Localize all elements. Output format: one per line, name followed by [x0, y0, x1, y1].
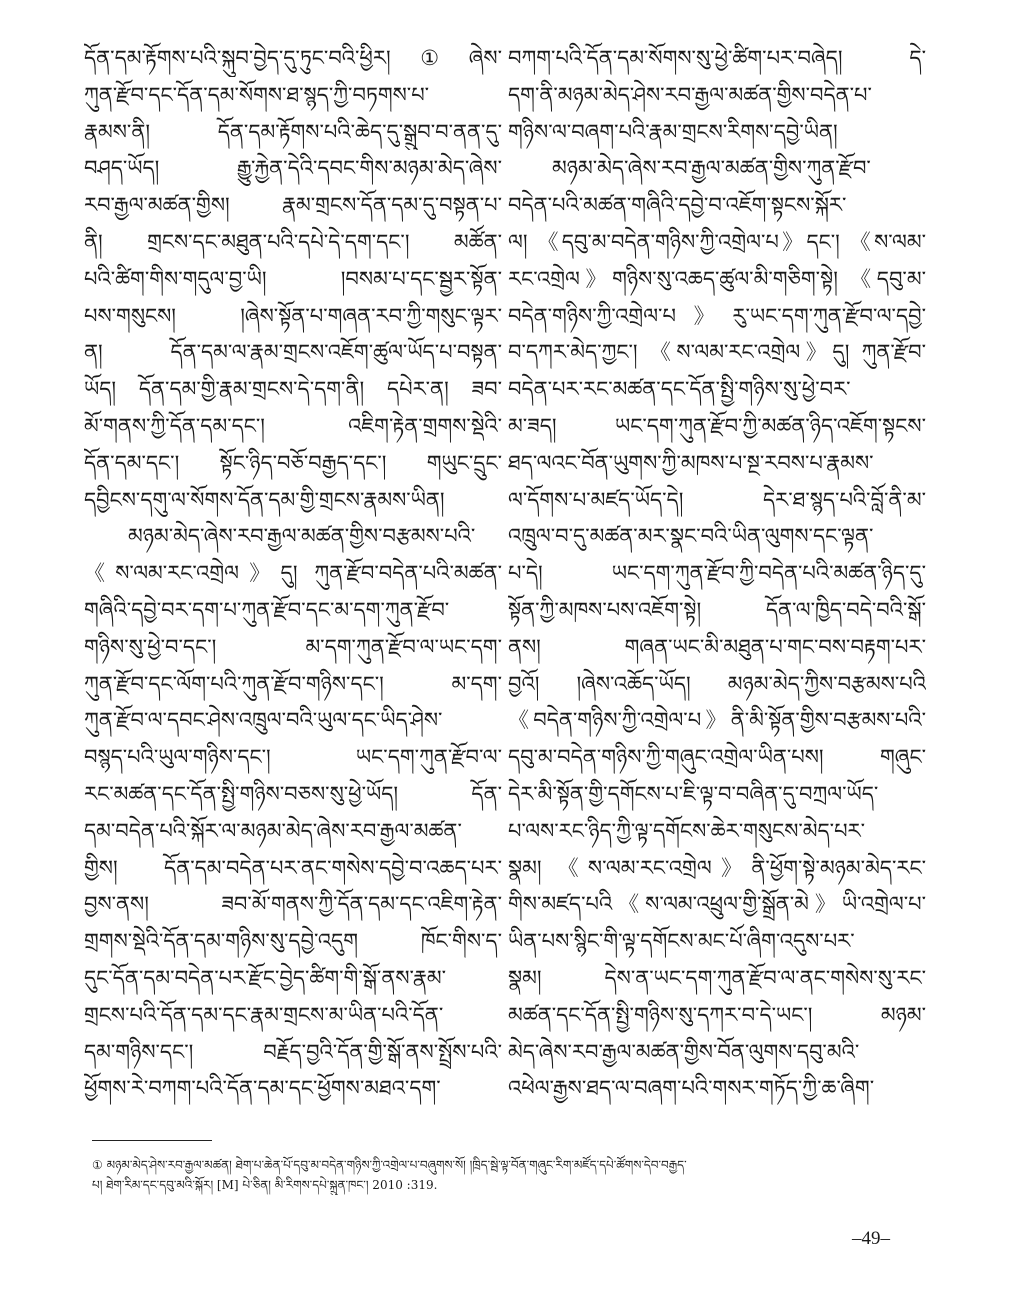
left-column [84, 40, 502, 1107]
footnote [92, 1155, 918, 1195]
text-line: དམ་གཉིས་དང་། བརྗོད་བྱའི་དོན་གྱི་སྒོ་ནས་སྤྲོས་པའི་ [84, 1039, 502, 1064]
text-line: བདེན་པའི་མཚན་གཞིའི་དབྱེ་བ་འཇོག་སྟངས་སྐོར་ [508, 193, 847, 218]
footnote-line: པ། ཐེག་རིམ་དང་དབུ་མའི་སྐོར། [M] པེ་ཅིན། མི་རིགས་དཔེ་སྐྲུན་ཁང་། 2010 :319. [92, 1178, 438, 1192]
text-line: གྲངས་པའི་དོན་དམ་དང་རྣམ་གྲངས་མ་ཡིན་པའི་དོན་ [84, 1002, 444, 1027]
text-line: དབྱིངས་དགུ་ལ་སོགས་དོན་དམ་གྱི་གྲངས་རྣམས་ཡིན། [84, 487, 445, 512]
text-line: གཉིས་ལ་བཞག་པའི་རྣམ་གྲངས་རིགས་དབྱེ་ཡིན། [508, 119, 838, 144]
text-line: དག་ནི་མཉམ་མེད་ཤེས་རབ་རྒྱལ་མཚན་གྱིས་བདེན་པ་ [508, 82, 872, 107]
text-line: རབ་རྒྱལ་མཚན་གྱིས། རྣམ་གྲངས་དོན་དམ་དུ་བསྟན་པ་ [84, 193, 502, 218]
text-line: ཡོད། དོན་དམ་གྱི་རྣམ་གྲངས་དེ་དག་ནི། དཔེར་ན། ཟབ་ [84, 377, 502, 402]
text-line: ལ་དོགས་པ་མཛད་ཡོད་དེ། དེར་ཐ་སྙད་པའི་བློ་ནི་མ་ [508, 487, 926, 512]
text-line: མཚན་དང་དོན་སྤྱི་གཉིས་སུ་དཀར་བ་དེ་ཡང་། མཉམ་ [508, 1002, 926, 1027]
text-line: གྲགས་སྡེའི་དོན་དམ་གཉིས་སུ་དབྱེ་འདུག ཁོང་གིས་ད་ [84, 929, 502, 954]
text-line: བཤད་ཡོད། རྒྱུ་རྐྱེན་དེའི་དབང་གིས་མཉམ་མེད་ཞེས་ [84, 156, 502, 181]
text-line: སྟོན་ཀྱི་མཁས་པས་འཇོག་སྟེ། དོན་ལ་ཁྱིད་བདེ་བའི་སྒོ་ [508, 597, 926, 622]
text-line: བྱའོ། །ཞེས་འཆོད་ཡོད། མཉམ་མེད་ཀྱིས་བརྩམས་པའི [508, 671, 926, 696]
footnote-divider [92, 1140, 212, 1141]
text-line: པས་གསུངས། །ཞེས་སྟོན་པ་གཞན་རབ་ཀྱི་གསུང་ལྟར་ [84, 303, 502, 328]
text-line: གྱིས། དོན་དམ་བདེན་པར་ནང་གསེས་དབྱེ་བ་འཆད་པར་ [84, 855, 502, 880]
text-line: བསྙད་པའི་ཡུལ་གཉིས་དང་། ཡང་དག་ཀུན་རྫོབ་ལ་ [84, 745, 502, 770]
text-line: བཀག་པའི་དོན་དམ་སོགས་སུ་ཕྱེ་ཚིག་པར་བཞེད། དེ་ [508, 46, 926, 70]
text-line: མཉམ་མེད་ཞེས་རབ་རྒྱལ་མཚན་གྱིས་བརྩམས་པའི་ [128, 524, 476, 549]
text-line: མེད་ཞེས་རབ་རྒྱལ་མཚན་གྱིས་བོན་ལུགས་དབུ་མའི་ [508, 1039, 860, 1064]
text-line: བདེན་གཉིས་ཀྱི་འགྲེལ་པ》རུ་ཡང་དག་ཀུན་རྫོབ་ལ་དབྱེ་ [508, 303, 926, 328]
text-line: ཡིན་པས་སྙིང་གི་ལྟ་དགོངས་མང་པོ་ཞིག་འདུས་པར་ [508, 929, 855, 954]
text-line: དོན་དམ་རྟོགས་པའི་སྐུབ་བྱེད་དུ་ཏུང་བའི་ཕྱིར།①ཞེས་ [84, 46, 502, 70]
text-line: གཉིས་སུ་ཕྱེ་བ་དང་། མ་དག་ཀུན་རྫོབ་ལ་ཡང་དག་ [84, 634, 502, 659]
text-line: མོ་གནས་ཀྱི་དོན་དམ་དང་། འཇིག་རྟེན་གྲགས་སྡེའི་ [84, 413, 502, 438]
text-line: འཁྲུལ་བ་དུ་མཚན་མར་སྣང་བའི་ཡིན་ལུགས་དང་ལྟན་ [508, 524, 874, 549]
text-line: དོན་དམ་དང་། སྟོང་ཉིད་བཅོ་བརྒྱད་དང་། གཡུང་དྲུང་ [84, 450, 502, 475]
text-line: ལ། 《དབུ་མ་བདེན་གཉིས་ཀྱི་འགྲེལ་པ》དང་། 《ས་ལམ་ [508, 229, 926, 254]
text-line: 《བདེན་གཉིས་ཀྱི་འགྲེལ་པ》ནི་མི་སྟོན་གྱིས་བརྩམས་པའི་ [508, 708, 926, 733]
text-line: བྱས་ནས། ཟབ་མོ་གནས་ཀྱི་དོན་དམ་དང་འཇིག་རྟེན་ [84, 892, 502, 917]
footnote-line: ① མཉམ་མེད་ཤེས་རབ་རྒྱལ་མཚན། ཐེག་པ་ཆེན་པོ་དབུ་མ་བདེན་གཉིས་ཀྱི་འགྲེལ་པ་བཞུགས་སོ། །ཁྲིད་སྦེ་ལྟ་བོན་གཞུང་རིག་མཛོད་དཔེ་ཚོགས་དེབ་བརྒྱད་ [92, 1158, 687, 1172]
text-line: མ་ཟད། ཡང་དག་ཀུན་རྫོབ་ཀྱི་མཚན་ཉིད་འཇོག་སྟངས་ [508, 413, 926, 438]
text-line: བདེན་པར་རང་མཚན་དང་དོན་སྤྱི་གཉིས་སུ་ཕྱེ་བར་ [508, 377, 851, 402]
text-line: སྣམ། དེས་ན་ཡང་དག་ཀུན་རྫོབ་ལ་ནང་གསེས་སུ་རང་ [508, 965, 926, 990]
text-line: པའི་ཚིག་གིས་གདུལ་བྱ་ཡི། །བསམ་པ་དང་སྦྱར་སྟོན་ [84, 266, 502, 291]
text-line: བ་དཀར་མེད་ཀྱང་། 《ས་ལམ་རང་འགྲེལ》དུ། ཀུན་རྫོབ་ [508, 340, 926, 365]
text-line: པ་ལས་རང་ཉིད་ཀྱི་ལྟ་དགོངས་ཆེར་གསུངས་མེད་པར་ [508, 818, 866, 843]
text-line: ཀུན་རྫོབ་དང་ལོག་པའི་ཀུན་རྫོབ་གཉིས་དང་། མ་དག་ [84, 671, 502, 696]
text-line: དབུ་མ་བདེན་གཉིས་ཀྱི་གཞུང་འགྲེལ་ཡིན་པས། གཞུང་ [508, 745, 926, 770]
text-line: དེར་མི་སྟོན་གྱི་དགོངས་པ་ཇི་ལྟ་བ་བཞིན་དུ་བཀྲལ་ཡོད་ [508, 781, 879, 806]
text-line: གཞིའི་དབྱེ་བར་དག་པ་ཀུན་རྫོབ་དང་མ་དག་ཀུན་རྫོབ་ [84, 597, 450, 622]
text-line: པ་དེ། ཡང་དག་ཀུན་རྫོབ་ཀྱི་བདེན་པའི་མཚན་ཉིད་དུ་ [508, 561, 926, 586]
text-line: རྣམས་ནི། དོན་དམ་རྟོགས་པའི་ཆེད་དུ་སྒྲུབ་བ་ནན་དུ་ [84, 119, 502, 144]
text-line: མཉམ་མེད་ཞེས་རབ་རྒྱལ་མཚན་གྱིས་ཀུན་རྫོབ་ [552, 156, 871, 181]
text-line: རང་འགྲེལ》གཉིས་སུ་འཆད་ཚུལ་མི་གཅིག་སྟེ། 《དབུ་མ་ [508, 266, 926, 291]
right-column [508, 40, 926, 1107]
text-line: 《ས་ལམ་རང་འགྲེལ》དུ། ཀུན་རྫོབ་བདེན་པའི་མཚན་ [84, 561, 502, 586]
text-line: སྣམ། 《ས་ལམ་རང་འགྲེལ》ནི་ཕྱོག་སྟེ་མཉམ་མེད་རང་ [508, 855, 926, 880]
text-line: གིས་མཛད་པའི《ས་ལམ་འཕྲུལ་གྱི་སྒྲོན་མེ》ཡི་འགྲེལ་པ་ [508, 892, 926, 917]
text-line: ཀུན་རྫོབ་དང་དོན་དམ་སོགས་ཐ་སྙད་ཀྱི་བཏགས་པ་ [84, 82, 430, 107]
text-line: འཕེལ་རྒྱས་ཐད་ལ་བཞག་པའི་གསར་གཏོད་ཀྱི་ཆ་ཞིག་ [508, 1076, 875, 1101]
text-line: ཐད་ལའང་བོན་ཡུགས་ཀྱི་མཁས་པ་སྔ་རབས་པ་རྣམས་ [508, 450, 874, 475]
text-line: ཀུན་རྫོབ་ལ་དབང་ཤེས་འཁྲུལ་བའི་ཡུལ་དང་ཡིད་ཤེས་ [84, 708, 443, 733]
text-line: དུང་དོན་དམ་བདེན་པར་རྫོང་བྱེད་ཚིག་གི་སྒོ་ནས་རྣམ་ [84, 965, 447, 990]
text-line: ནི། གྲངས་དང་མཐུན་པའི་དཔེ་དེ་དག་དང་། མཚོན་ [84, 229, 502, 254]
text-line: དམ་བདེན་པའི་སྐོར་ལ་མཉམ་མེད་ཞེས་རབ་རྒྱལ་མཚན་ [84, 818, 462, 843]
text-line: ནས། གཞན་ཡང་མི་མཐུན་པ་གང་བས་བརྟག་པར་ [508, 634, 926, 659]
page-number: –49– [852, 1228, 890, 1249]
text-line: ན། དོན་དམ་ལ་རྣམ་གྲངས་འཇོག་ཚུལ་ཡོད་པ་བསྟན་ [84, 340, 502, 365]
text-line: རང་མཚན་དང་དོན་སྤྱི་གཉིས་བཅས་སུ་ཕྱེ་ཡོད། དོན་ [84, 781, 502, 806]
text-line: ཕྱོགས་རེ་བཀག་པའི་དོན་དམ་དང་ཕྱོགས་མཐའ་དག་ [84, 1076, 441, 1101]
